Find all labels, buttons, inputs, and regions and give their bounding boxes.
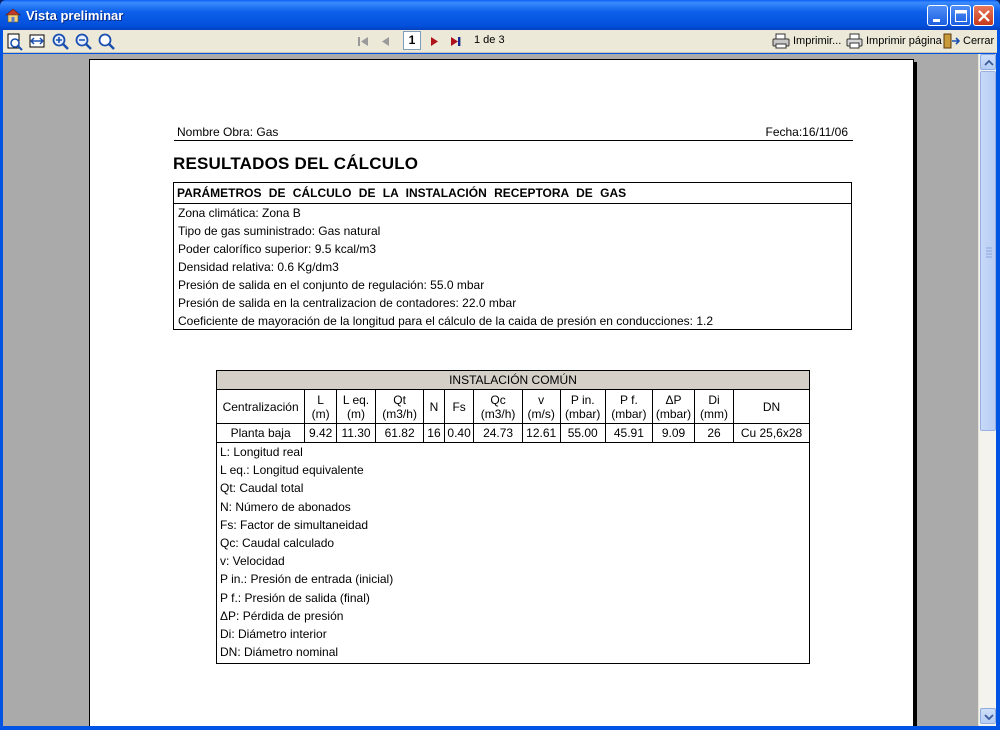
- table-row: [217, 424, 810, 443]
- scroll-down-button[interactable]: [980, 708, 996, 724]
- calculation-parameters-box: [173, 182, 852, 330]
- window-bottom-border: [0, 726, 1000, 730]
- col-header: Fs: [444, 390, 474, 424]
- legend-item: N: Número de abonados: [220, 499, 351, 514]
- col-header: Di (mm): [695, 390, 734, 424]
- col-header: Centralización: [217, 390, 305, 424]
- table-cell: 12.61: [522, 424, 560, 443]
- scroll-thumb[interactable]: [980, 71, 996, 431]
- scroll-up-button[interactable]: [980, 54, 996, 70]
- preview-viewport[interactable]: [3, 54, 978, 726]
- print-page-button[interactable]: [845, 33, 942, 51]
- col-header: Qc (m3/h): [474, 390, 522, 424]
- legend-item: DN: Diámetro nominal: [220, 645, 339, 660]
- legend-item: Fs: Factor de simultaneidad: [220, 517, 369, 532]
- table-cell: 26: [695, 424, 734, 443]
- report-page: [89, 59, 914, 726]
- zoom-out-icon: [74, 32, 94, 51]
- first-page-button[interactable]: [353, 32, 373, 51]
- title-bar[interactable]: [0, 0, 1000, 30]
- table-cell: 55.00: [560, 424, 605, 443]
- table-cell: 9.09: [652, 424, 694, 443]
- maximize-icon: [951, 6, 972, 27]
- minimize-icon: [928, 6, 949, 27]
- col-header: DN: [734, 390, 810, 424]
- parameter-line: Zona climática: Zona B: [178, 206, 301, 220]
- print-page-icon: [845, 33, 863, 49]
- zoom-in-button[interactable]: [51, 32, 71, 51]
- legend-item: Qt: Caudal total: [220, 481, 304, 496]
- printer-icon: [772, 33, 790, 49]
- table-cell: Planta baja: [217, 424, 305, 443]
- report-date: Fecha:16/11/06: [765, 125, 848, 139]
- project-name: Nombre Obra: Gas: [177, 125, 279, 139]
- parameter-line: Coeficiente de mayoración de la longitud para el cálculo de la caida de presión en conducciones: 1.2: [178, 314, 714, 328]
- exit-door-icon: [942, 33, 960, 49]
- col-header: v (m/s): [522, 390, 560, 424]
- preview-toolbar: [3, 30, 997, 53]
- zoom-custom-button[interactable]: [97, 32, 117, 51]
- table-cell: 24.73: [474, 424, 522, 443]
- next-page-button[interactable]: [424, 32, 444, 51]
- close-icon: [974, 6, 995, 27]
- col-header: N: [424, 390, 445, 424]
- col-header: Qt (m3/h): [376, 390, 424, 424]
- table-cell: 11.30: [337, 424, 376, 443]
- col-header: ΔP (mbar): [652, 390, 694, 424]
- grip-icon: [981, 72, 997, 432]
- print-button[interactable]: [772, 33, 841, 51]
- common-installation-table: [216, 370, 810, 664]
- close-window-button[interactable]: [973, 5, 994, 26]
- col-header: P f. (mbar): [605, 390, 652, 424]
- last-page-icon: [446, 32, 466, 51]
- table-cell: 16: [424, 424, 445, 443]
- parameter-line: Densidad relativa: 0.6 Kg/dm3: [178, 260, 339, 274]
- page-number-input[interactable]: 1: [403, 31, 421, 50]
- last-page-button[interactable]: [446, 32, 466, 51]
- table-cell: Cu 25,6x28: [734, 424, 810, 443]
- legend-item: L eq.: Longitud equivalente: [220, 463, 364, 478]
- zoom-in-icon: [51, 32, 71, 51]
- legend-item: P f.: Presión de salida (final): [220, 590, 370, 605]
- print-label: Imprimir...: [793, 34, 842, 47]
- table-legend: [217, 443, 810, 664]
- table-cell: 61.82: [376, 424, 424, 443]
- col-header: P in. (mbar): [560, 390, 605, 424]
- zoom-page-icon: [5, 32, 25, 51]
- window-title: Vista preliminar: [26, 8, 124, 23]
- parameter-line: Tipo de gas suministrado: Gas natural: [178, 224, 381, 238]
- report-header: [174, 124, 853, 141]
- col-header: L eq. (m): [337, 390, 376, 424]
- previous-page-button[interactable]: [376, 32, 396, 51]
- first-page-icon: [353, 32, 373, 51]
- page-count: 1 de 3: [474, 34, 505, 46]
- table-cell: 45.91: [605, 424, 652, 443]
- legend-item: ΔP: Pérdida de presión: [220, 608, 344, 623]
- page-width-icon: [27, 32, 47, 51]
- legend-item: L: Longitud real: [220, 445, 303, 459]
- print-page-label: Imprimir página: [866, 34, 942, 47]
- close-preview-button[interactable]: [942, 33, 994, 51]
- parameter-line: Presión de salida en el conjunto de regulación: 55.0 mbar: [178, 278, 485, 292]
- maximize-button[interactable]: [950, 5, 971, 26]
- parameter-line: Presión de salida en la centralizacion de contadores: 22.0 mbar: [178, 296, 517, 310]
- table-cell: 9.42: [305, 424, 337, 443]
- house-app-icon: [5, 7, 21, 23]
- parameter-line: Poder calorífico superior: 9.5 kcal/m3: [178, 242, 377, 256]
- vertical-scrollbar[interactable]: [978, 54, 996, 726]
- legend-item: Di: Diámetro interior: [220, 626, 327, 641]
- next-page-icon: [424, 32, 444, 51]
- table-cell: 0.40: [444, 424, 474, 443]
- page-width-button[interactable]: [27, 32, 47, 51]
- legend-item: P in.: Presión de entrada (inicial): [220, 572, 394, 587]
- chevron-up-icon: [981, 55, 997, 71]
- zoom-custom-icon: [97, 32, 117, 51]
- table-header-row: [217, 390, 810, 424]
- previous-page-icon: [376, 32, 396, 51]
- parameters-heading: PARÁMETROS DE CÁLCULO DE LA INSTALACIÓN RECEPTORA DE GAS: [174, 183, 851, 204]
- zoom-out-button[interactable]: [74, 32, 94, 51]
- table-section-title: INSTALACIÓN COMÚN: [217, 371, 810, 390]
- minimize-button[interactable]: [927, 5, 948, 26]
- col-header: L (m): [305, 390, 337, 424]
- chevron-down-icon: [981, 709, 997, 725]
- report-title: RESULTADOS DEL CÁLCULO: [173, 154, 419, 173]
- close-label: Cerrar: [963, 34, 995, 47]
- legend-item: Qc: Caudal calculado: [220, 535, 335, 550]
- legend-item: v: Velocidad: [220, 554, 285, 569]
- zoom-page-button[interactable]: [5, 32, 25, 51]
